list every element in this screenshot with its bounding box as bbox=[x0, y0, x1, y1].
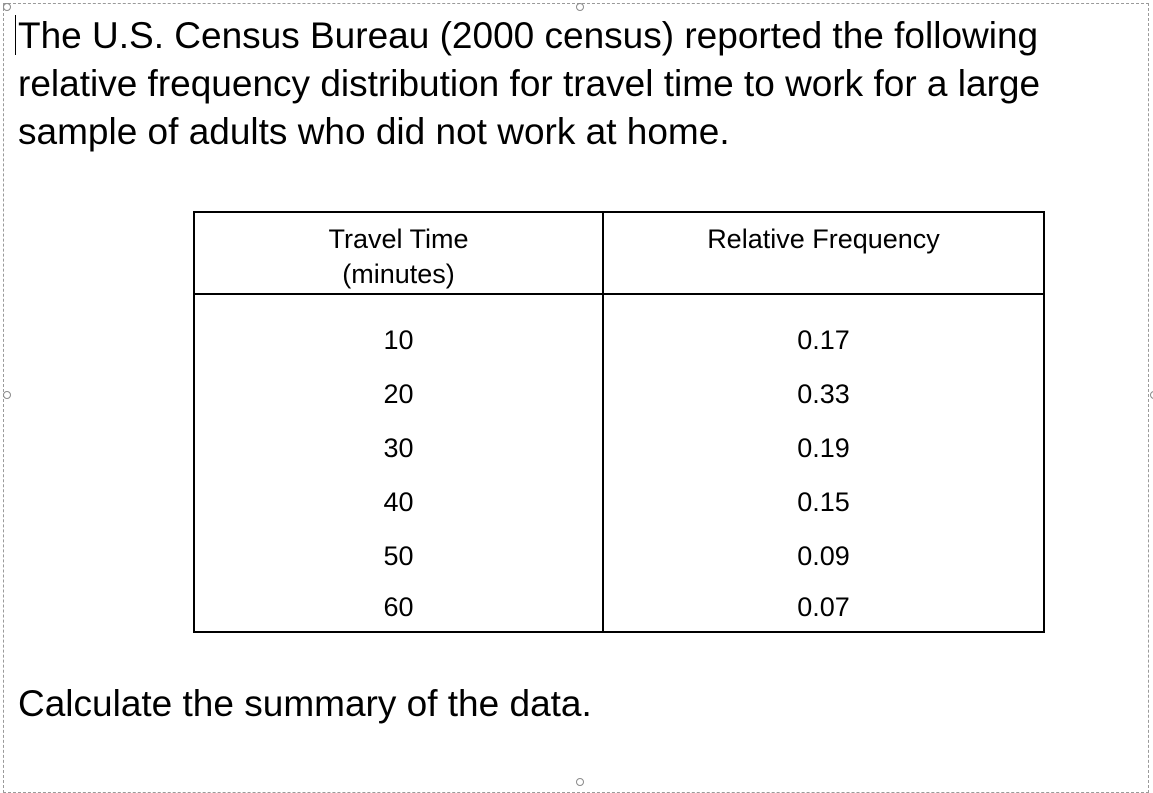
cell-relative-frequency: 0.09 bbox=[603, 529, 1044, 583]
resize-handle-top-left[interactable] bbox=[3, 3, 11, 11]
text-cursor bbox=[15, 15, 16, 55]
cell-travel-time: 40 bbox=[194, 475, 603, 529]
intro-paragraph[interactable]: The U.S. Census Bureau (2000 census) reported the following relative frequency distribution for travel time to work for a large sample of adults who did not work at home. bbox=[18, 15, 1041, 152]
cell-relative-frequency: 0.19 bbox=[603, 421, 1044, 475]
header-travel-time-line2: (minutes) bbox=[342, 259, 455, 289]
table-row bbox=[194, 475, 1044, 529]
cell-travel-time: 50 bbox=[194, 529, 603, 583]
cell-relative-frequency: 0.07 bbox=[603, 583, 1044, 632]
cell-travel-time: 10 bbox=[194, 294, 603, 367]
table-row bbox=[194, 421, 1044, 475]
cell-relative-frequency: 0.33 bbox=[603, 367, 1044, 421]
resize-handle-top[interactable] bbox=[576, 3, 584, 11]
cell-relative-frequency: 0.15 bbox=[603, 475, 1044, 529]
cell-travel-time: 60 bbox=[194, 583, 603, 632]
table-row bbox=[194, 529, 1044, 583]
resize-handle-bottom[interactable] bbox=[576, 778, 584, 786]
frequency-table bbox=[193, 211, 1045, 633]
cell-travel-time: 30 bbox=[194, 421, 603, 475]
resize-handle-left[interactable] bbox=[3, 391, 11, 399]
table-row bbox=[194, 367, 1044, 421]
question-paragraph[interactable]: Calculate the summary of the data. bbox=[18, 683, 592, 724]
table-row bbox=[194, 583, 1044, 632]
cell-travel-time: 20 bbox=[194, 367, 603, 421]
cell-relative-frequency: 0.17 bbox=[603, 294, 1044, 367]
table-header-row bbox=[194, 212, 1044, 294]
header-travel-time bbox=[194, 212, 603, 294]
header-travel-time-line1: Travel Time bbox=[328, 224, 469, 254]
header-relative-frequency: Relative Frequency bbox=[603, 212, 1044, 294]
table-row bbox=[194, 294, 1044, 367]
